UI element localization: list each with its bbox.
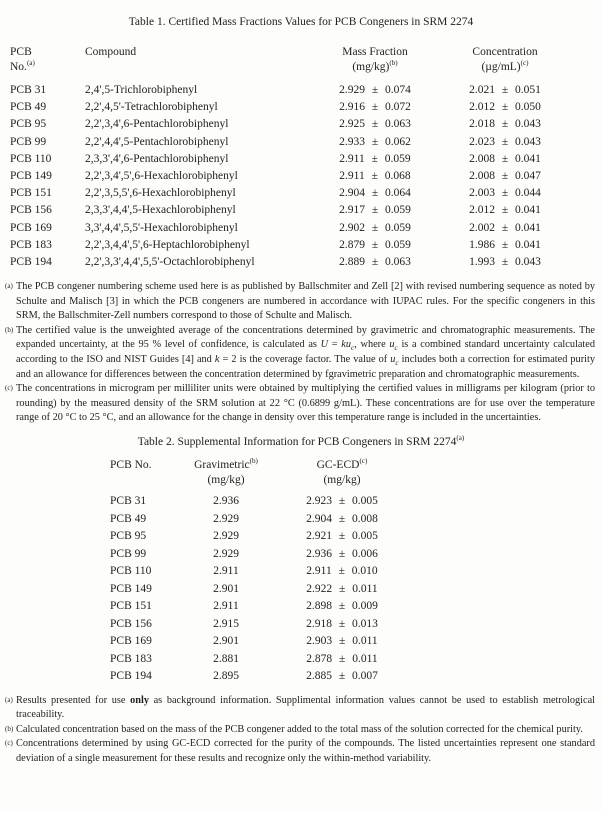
concentration-cell: 2.008 ± 0.041 (469, 152, 541, 165)
gravimetric-cell: 2.929 (213, 530, 239, 542)
mass-fraction-header (310, 45, 440, 75)
table-row (110, 528, 602, 546)
compound-header (85, 45, 310, 75)
mass-fraction-cell: 2.917 ± 0.059 (339, 204, 411, 217)
compound-cell: 2,2',3,4,4',5',6-Heptachlorobiphenyl (85, 238, 250, 251)
gravimetric-header-line2: (mg/kg) (207, 474, 245, 486)
table-row (110, 581, 602, 599)
gravimetric-cell: 2.895 (213, 670, 239, 682)
gc-ecd-cell: 2.903 ± 0.011 (306, 635, 378, 647)
gravimetric-cell: 2.881 (213, 652, 239, 665)
footnote-ref-b: (b) (389, 59, 398, 68)
gravimetric-cell: 2.901 (213, 635, 239, 647)
footnote-text: Calculated concentration based on the mass of the PCB congener added to the total mass of the solution corrected for the chemical purity. (16, 723, 583, 735)
pcb-no-cell: PCB 99 (10, 135, 47, 148)
footnote-ref-b: (b) (249, 457, 258, 466)
footnote-marker: (c) (5, 739, 13, 748)
pcb-no-cell: PCB 183 (10, 238, 52, 251)
table-row (10, 254, 602, 271)
footnote-marker: (a) (5, 282, 13, 291)
footnote-ref-c: (c) (520, 59, 529, 68)
concentration-cell: 2.018 ± 0.043 (469, 118, 541, 131)
footnote-c (5, 737, 595, 766)
footnote-b (5, 723, 595, 738)
concentration-cell: 2.012 ± 0.050 (469, 101, 541, 114)
gc-ecd-cell: 2.918 ± 0.013 (306, 617, 378, 630)
table-row (10, 220, 602, 237)
pcb-no-header-label: PCB No. (110, 459, 152, 471)
table1-rows (10, 82, 602, 271)
footnote-text: The PCB congener numbering scheme used here is as published by Ballschmiter and Zell [2] with revised numbering sequence as noted by Schulte and Malisch [3] in which the PCB congeners are numbered in accordance with IUPAC rules. For the specific congeners in this SRM, the Ballschmiter-Zell numbers correspond to those of Schulte and Malisch. (16, 281, 595, 322)
pcb-no-cell: PCB 156 (110, 617, 152, 630)
gc-ecd-cell: 2.923 ± 0.005 (306, 495, 378, 507)
pcb-no-cell: PCB 110 (10, 152, 52, 165)
table-row (110, 598, 602, 616)
footnote-marker: (c) (5, 384, 13, 393)
gc-ecd-cell: 2.921 ± 0.005 (306, 530, 378, 542)
mass-fraction-cell: 2.911 ± 0.059 (339, 152, 411, 165)
compound-cell: 2,2',3,4',6-Pentachlorobiphenyl (85, 118, 229, 131)
table-row (10, 202, 602, 219)
gravimetric-cell: 2.911 (213, 600, 239, 612)
gc-ecd-cell: 2.904 ± 0.008 (306, 512, 378, 525)
pcb-no-cell: PCB 169 (10, 221, 52, 234)
footnote-text: Concentrations determined by using GC-ECD corrected for the purity of the compounds. The listed uncertainties represent one standard deviation of a single measurement for these results and recognize only the within-method variability. (16, 738, 595, 764)
compound-cell: 3,3',4,4',5,5'-Hexachlorobiphenyl (85, 221, 238, 234)
pcb-no-cell: PCB 95 (10, 118, 47, 131)
mass-fraction-cell: 2.902 ± 0.059 (339, 221, 411, 234)
gc-ecd-header (282, 458, 402, 488)
gc-ecd-cell: 2.898 ± 0.009 (306, 600, 378, 612)
gc-ecd-header-line1: GC-ECD (316, 459, 360, 471)
gc-ecd-cell: 2.878 ± 0.011 (306, 652, 378, 665)
mass-fraction-cell: 2.916 ± 0.072 (339, 101, 411, 114)
table-row (110, 493, 602, 511)
pcb-no-cell: PCB 183 (110, 652, 152, 665)
pcb-no-cell: PCB 149 (110, 582, 152, 595)
table2-header (110, 458, 602, 488)
compound-header-label: Compound (85, 46, 137, 58)
mass-fraction-cell: 2.911 ± 0.068 (339, 169, 411, 182)
table-row (10, 237, 602, 254)
concentration-header (440, 45, 570, 75)
footnote-marker: (b) (5, 325, 14, 334)
table1-footnotes (5, 280, 595, 426)
table2-rows (110, 493, 602, 686)
pcb-no-cell: PCB 156 (10, 204, 52, 217)
footnote-text: The concentrations in microgram per milliliter units were obtained by multiplying the certified values in milligrams per kilogram (prior to rounding) by the measured density of the SRM solution at 22 °C (0.6899 g/mL). These concentrations are for use over the temperature range of 20 °C to 25 °C, and an allowance for the change in density over this temperature range is included in the uncertainties. (16, 383, 595, 424)
table-row (110, 616, 602, 634)
mass-fraction-cell: 2.925 ± 0.063 (339, 118, 411, 131)
concentration-cell: 2.008 ± 0.047 (469, 169, 541, 182)
gc-ecd-cell: 2.911 ± 0.010 (306, 565, 378, 577)
table2-footnotes (5, 694, 595, 767)
gc-ecd-header-line2: (mg/kg) (323, 474, 361, 486)
table-row (110, 651, 602, 669)
footnote-a (5, 280, 595, 324)
gravimetric-cell: 2.929 (213, 512, 239, 525)
table2-title: Table 2. Supplemental Information for PCB Congeners in SRM 2274$^{(a)}$ (137, 434, 465, 448)
pcb-no-header-line1: PCB (10, 46, 32, 58)
mass-fraction-cell: 2.904 ± 0.064 (339, 187, 411, 200)
footnote-text: Results presented for use only as background information. Supplimental information values cannot be used to establish metrological traceability. (16, 694, 595, 721)
pcb-no-cell: PCB 49 (110, 512, 147, 525)
mass-fraction-cell: 2.889 ± 0.063 (339, 255, 411, 268)
table-row (10, 82, 602, 99)
footnote-ref-c: (c) (359, 457, 368, 466)
compound-cell: 2,2',3,4',5',6-Hexachlorobiphenyl (85, 169, 238, 182)
concentration-cell: 2.003 ± 0.044 (469, 187, 541, 200)
gravimetric-cell: 2.936 (213, 495, 239, 507)
pcb-no-cell: PCB 95 (110, 530, 147, 542)
gravimetric-cell: 2.911 (213, 565, 239, 577)
concentration-cell: 2.021 ± 0.051 (469, 84, 541, 96)
mass-fraction-cell: 2.929 ± 0.074 (339, 84, 411, 96)
concentration-cell: 2.023 ± 0.043 (469, 135, 541, 148)
pcb-no-cell: PCB 151 (10, 187, 52, 200)
table-row (10, 151, 602, 168)
compound-cell: 2,2',3,3',4,4',5,5'-Octachlorobiphenyl (85, 255, 255, 268)
gravimetric-cell: 2.929 (213, 547, 239, 560)
table-row (110, 633, 602, 651)
compound-cell: 2,3,3',4',6-Pentachlorobiphenyl (85, 152, 229, 165)
gravimetric-cell: 2.915 (213, 617, 239, 630)
table1 (10, 45, 602, 271)
table-row (10, 185, 602, 202)
concentration-header-line1: Concentration (472, 46, 538, 58)
pcb-no-cell: PCB 99 (110, 547, 147, 560)
pcb-no-header (110, 458, 170, 488)
pcb-no-cell: PCB 194 (110, 670, 152, 682)
concentration-cell: 2.012 ± 0.041 (469, 204, 541, 217)
pcb-no-cell: PCB 149 (10, 169, 52, 182)
pcb-no-header (10, 45, 85, 75)
compound-cell: 2,2',3,5,5',6-Hexachlorobiphenyl (85, 187, 236, 200)
gc-ecd-cell: 2.885 ± 0.007 (306, 670, 378, 682)
pcb-no-cell: PCB 31 (110, 495, 147, 507)
table-row (10, 116, 602, 133)
mass-fraction-header-line2: (mg/kg) (352, 61, 390, 73)
table2 (110, 458, 602, 686)
concentration-cell: 2.002 ± 0.041 (469, 221, 541, 234)
table-row (110, 563, 602, 581)
pcb-no-cell: PCB 169 (110, 635, 152, 647)
pcb-no-cell: PCB 194 (10, 255, 52, 268)
compound-cell: 2,3,3',4,4',5-Hexachlorobiphenyl (85, 204, 236, 217)
concentration-header-line2: (µg/mL) (481, 61, 521, 73)
gravimetric-cell: 2.901 (213, 582, 239, 595)
compound-cell: 2,2',4,4',5-Pentachlorobiphenyl (85, 135, 229, 148)
mass-fraction-cell: 2.933 ± 0.062 (339, 135, 411, 148)
pcb-no-cell: PCB 31 (10, 84, 47, 96)
table-row (10, 168, 602, 185)
footnote-b (5, 324, 595, 382)
mass-fraction-cell: 2.879 ± 0.059 (339, 238, 411, 251)
gravimetric-header (170, 458, 282, 488)
pcb-no-cell: PCB 110 (110, 565, 152, 577)
concentration-cell: 1.986 ± 0.041 (469, 238, 541, 251)
table-row (110, 511, 602, 529)
concentration-cell: 1.993 ± 0.043 (469, 255, 541, 268)
gravimetric-header-line1: Gravimetric (194, 459, 250, 471)
table1-title: Table 1. Certified Mass Fractions Values for PCB Congeners in SRM 2274 (128, 16, 474, 28)
pcb-no-cell: PCB 151 (110, 600, 152, 612)
compound-cell: 2,4',5-Trichlorobiphenyl (85, 84, 198, 96)
gc-ecd-cell: 2.936 ± 0.006 (306, 547, 378, 560)
table1-header (10, 45, 602, 75)
footnote-marker: (b) (5, 724, 14, 733)
footnote-text: The certified value is the unweighted average of the concentrations determined by gravimetric and chromatographic measurements. The expanded uncertainty, at the 95 % level of confidence, is calculated as $U = ku_c$, where $u_c$ is a combined standard uncertainty calculated according to the ISO and NIST Guides [4] and k = 2 is the coverage factor. The value of $u_c$ includes both a correction for estimated purity and an allowance for differences between the concentration determined by fgravimetric preparation and chromatographic measurements. (16, 324, 595, 380)
pcb-no-cell: PCB 49 (10, 101, 47, 114)
compound-cell: 2,2',4,5'-Tetrachlorobiphenyl (85, 101, 218, 114)
gc-ecd-cell: 2.922 ± 0.011 (306, 582, 378, 595)
footnote-ref-a: (a) (26, 59, 35, 68)
table-row (110, 668, 602, 686)
table-row (110, 546, 602, 564)
footnote-c (5, 382, 595, 426)
footnote-marker: (a) (5, 695, 13, 704)
pcb-no-header-line2: No. (10, 61, 27, 73)
table-row (10, 99, 602, 116)
mass-fraction-header-line1: Mass Fraction (342, 46, 408, 58)
table-row (10, 134, 602, 151)
footnote-a (5, 694, 595, 723)
